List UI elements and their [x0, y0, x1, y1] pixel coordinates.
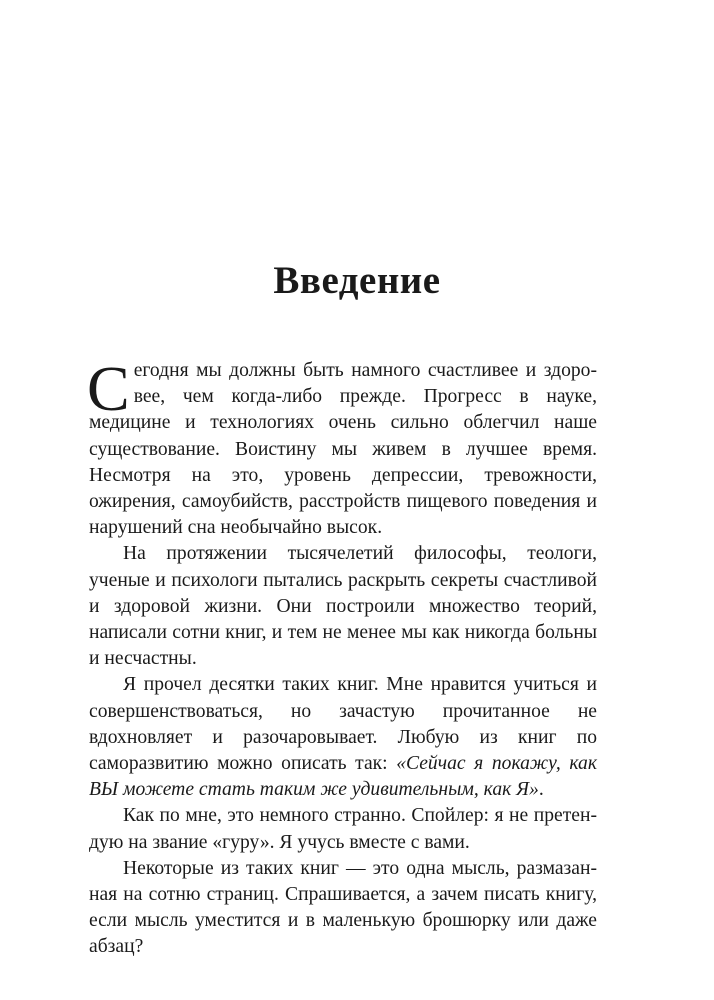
paragraph-4: Как по мне, это немного странно. Спойлер: я не претендую на звание «гуру». Я учусь вместе с вами.: [89, 805, 597, 853]
paragraph-3: [89, 672, 597, 803]
quote-period: .: [538, 779, 544, 801]
drop-cap: С: [87, 353, 130, 424]
intro-text: егодня мы должны быть намного счастливее и здоровее, чем когда-либо прежде. Прогресс в науке, медицине и технологиях очень сильно облегчил наше существование. Воистину мы живем в лучшее время. Несмотря на это, уровень депрессии, тревожности, ожирения, самоубийств, расстройств пищевого поведения и нарушений сна необычайно высок.: [89, 360, 597, 539]
italic-quote: «Сейчас я покажу, как ВЫ можете стать таким же удивительным, как Я»: [89, 753, 597, 801]
paragraph-2: На протяжении тысячелетий философы, теологи, ученые и психологи пытались раскрыть секреты счастливой и здоровой жизни. Они построили множество теорий, написали сотни книг, и тем не менее мы как никогда больны и несчастны.: [89, 543, 597, 670]
chapter-body: [87, 353, 597, 961]
intro-paragraph: [87, 353, 597, 541]
paragraph-3-text: Я прочел десятки таких книг. Мне нравится учиться и совершенствоваться, но зачастую прочитанное не вдохновляет и разочаровывает. Любую из книг по саморазвитию можно описать так:: [89, 674, 597, 775]
paragraph-5: Некоторые из таких книг — это одна мысль, размазанная на сотню страниц. Спрашивается, а зачем писать книгу, если мысль уместится и в маленькую брошюрку или даже абзац?: [89, 857, 597, 958]
chapter-title: Введение: [273, 259, 441, 302]
